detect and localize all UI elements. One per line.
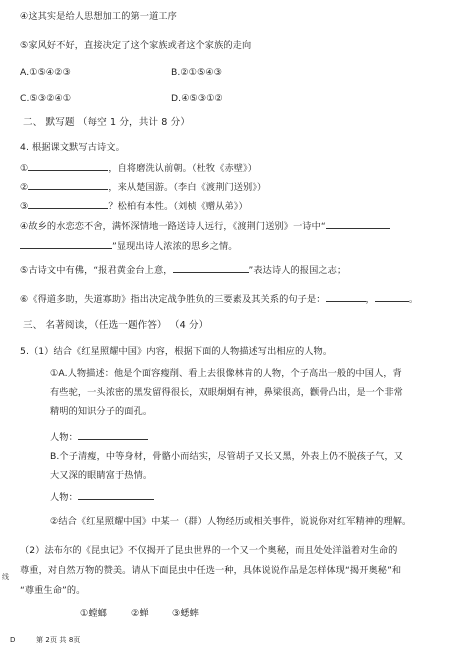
option-a: A.①⑤④②③: [20, 67, 71, 78]
poem-line-3: ③ ？松柏有本性。（刘桢《赠从弟》）: [20, 201, 248, 212]
person-a: 人物：: [50, 430, 148, 444]
poem-line-6: ⑥《得道多助，失道寡助》指出决定战争胜负的三要素及其关系的句子是： ， 。: [20, 294, 419, 305]
margin-mark: 线: [2, 573, 9, 581]
poem-line-5: ⑤古诗文中有佛，“报君黄金台上意， ”表达诗人的报国之志；: [20, 265, 347, 276]
question-4: 4. 根据课文默写古诗文。: [20, 142, 125, 153]
insect-option-3: ③蟋蟀: [172, 608, 199, 619]
insect-para-3: “尊重生命”的。: [20, 585, 86, 596]
desc-a-line-2: 有些驼，一头浓密的黑发留得很长，双眼炯炯有神，鼻梁很高，颧骨凸出，是一个非常: [50, 387, 403, 398]
blank-5[interactable]: [173, 263, 249, 273]
poem-line-1: ① ，自将磨洗认前朝。（杜牧《赤壁》）: [20, 163, 258, 174]
blank-2[interactable]: [28, 180, 108, 190]
blank-1[interactable]: [28, 161, 108, 171]
desc-b-line-2: 大又深的眼睛富于热情。: [50, 470, 153, 481]
option-d: D.④⑤③①②: [171, 93, 223, 104]
person-a-blank[interactable]: [78, 430, 148, 440]
item-4: ④这其实是给人思想加工的第一道工序: [20, 11, 177, 22]
insect-para-1: （2）法布尔的《昆虫记》不仅揭开了昆虫世界的一个又一个奥秘，而且处处洋溢着对生命的: [20, 545, 398, 556]
num-a: ①: [50, 368, 59, 379]
footer-left: D: [10, 636, 16, 644]
insect-option-2: ②蝉: [131, 608, 149, 619]
person-b-blank[interactable]: [78, 490, 154, 500]
num-6: ⑥: [20, 294, 29, 305]
poem-line-4a: ④故乡的水恋恋不舍，满怀深情地一路送诗人远行，《渡荆门送别》一诗中“: [20, 219, 390, 233]
blank-4a[interactable]: [326, 219, 390, 229]
option-b: B.②①⑤④③: [171, 67, 223, 78]
section-3-title: 三、 名著阅读，（任选一题作答） （4 分）: [23, 320, 209, 331]
insect-para-2: 尊重，对自然万物的赞美。请从下面昆虫中任选一种，具体说说作品是怎样体现“揭开奥秘”和: [20, 565, 402, 576]
page-number: 第 2页 共 8页: [36, 636, 81, 644]
poem-line-2: ② ，来从楚国游。（李白《渡荆门送别》）: [20, 182, 267, 193]
blank-6a[interactable]: [326, 292, 366, 302]
desc-a-line-3: 精明的知识分子的面孔。: [50, 406, 153, 417]
num-2: ②: [20, 182, 29, 193]
num-c: ②: [50, 516, 59, 527]
section-2-title: 二、 默写题 （每空 1 分，共计 8 分）: [23, 117, 191, 128]
num-3: ③: [20, 201, 29, 212]
desc-a-line-1: ①A.人物描述：他是个面容瘦削、看上去很像林肯的人物，个子高出一般的中国人，背: [50, 368, 402, 379]
num-1: ①: [20, 163, 29, 174]
desc-b-line-1: B.个子清瘦，中等身材，骨骼小而结实，尽管胡子又长又黑，外表上仍不脱孩子气，又: [50, 451, 404, 462]
blank-6b[interactable]: [375, 292, 409, 302]
person-b: 人物：: [50, 490, 154, 504]
question-5: 5.（1）结合《红星照耀中国》内容，根据下面的人物描述写出相应的人物。: [20, 346, 333, 357]
blank-3[interactable]: [28, 199, 108, 209]
num-5: ⑤: [20, 265, 29, 276]
blank-4b[interactable]: [20, 239, 112, 249]
option-c: C.⑤③②④①: [20, 93, 72, 104]
poem-line-4b: ”显现出诗人浓浓的思乡之情。: [20, 239, 238, 253]
item-5: ⑤家风好不好，直接决定了这个家族或者这个家族的走向: [20, 40, 252, 51]
red-army-question: ②结合《红星照耀中国》中某一（群）人物经历或相关事件，说说你对红军精神的理解。: [50, 516, 412, 527]
insect-option-1: ①螳螂: [80, 608, 107, 619]
